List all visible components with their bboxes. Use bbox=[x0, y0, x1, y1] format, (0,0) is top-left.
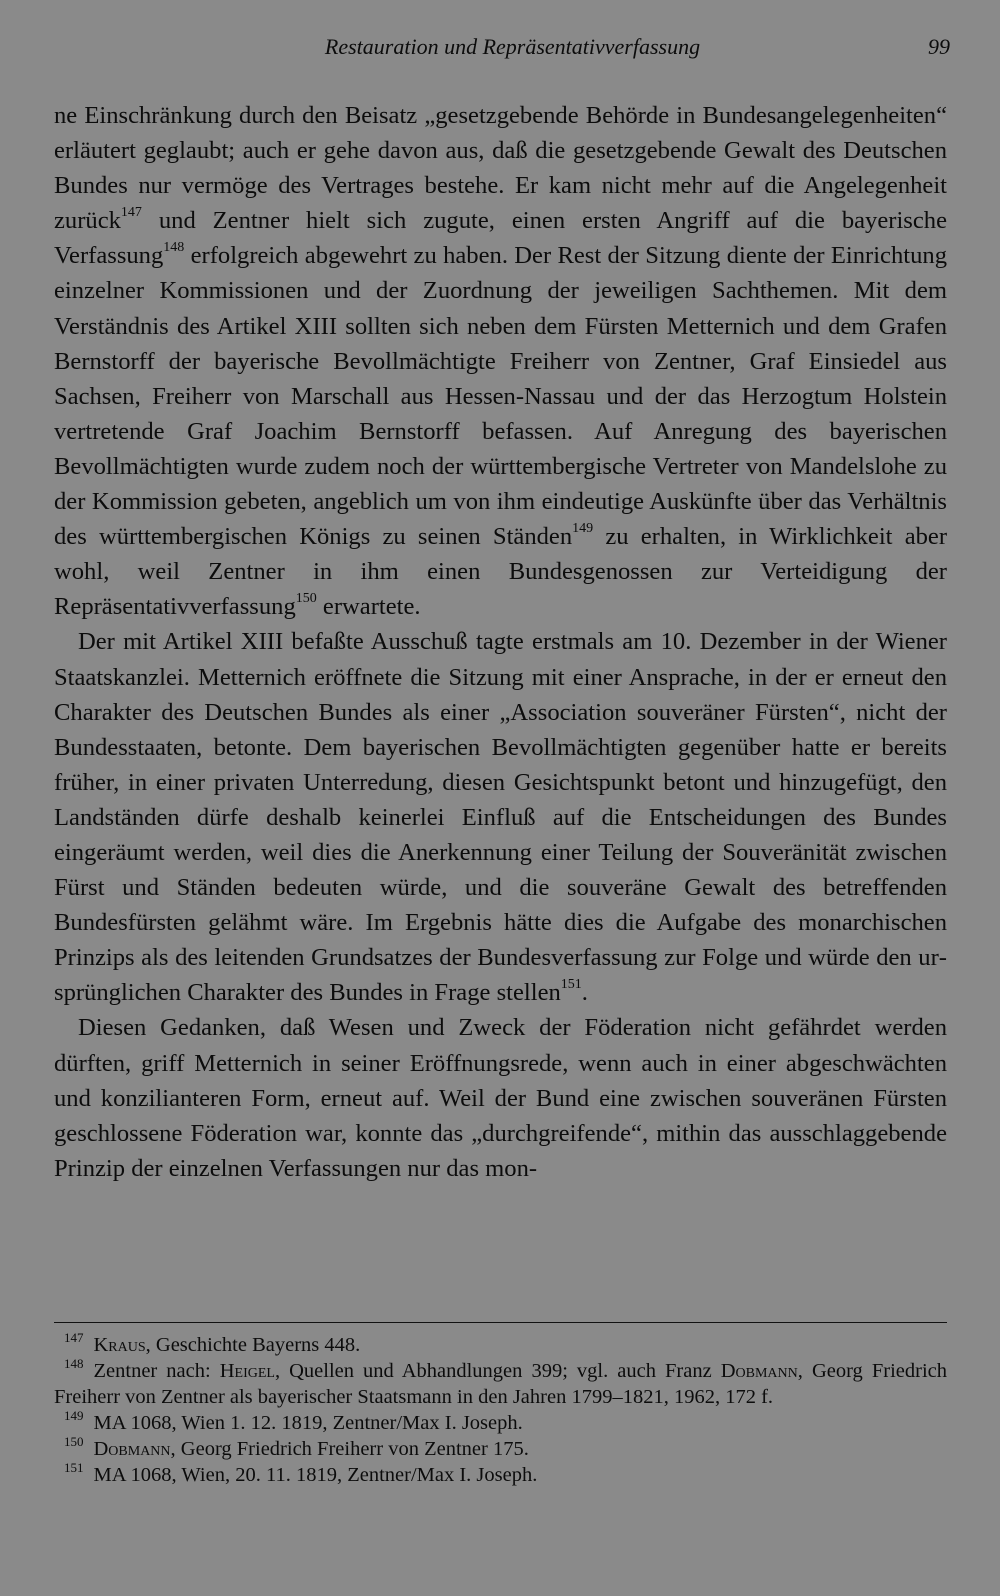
footnotes bbox=[54, 1332, 947, 1488]
footnote: $^{150}$ Dobmann, Georg Friedrich Freiherr von Zentner 175. bbox=[64, 1434, 529, 1460]
footnote-number: 148 bbox=[64, 1356, 84, 1371]
footnote-ref: 150 bbox=[295, 591, 317, 607]
footnote-ref: 151 bbox=[560, 977, 582, 993]
footnote-number: 147 bbox=[64, 1330, 84, 1345]
footnote-number: 151 bbox=[64, 1460, 84, 1475]
footnote: $^{148}$ Zentner nach: Heigel, Quellen und Abhandlungen 399; vgl. auch Franz Dobmann, Georg Friedrich Freiherr von Zentner als bayerischer Staatsmann in den Jahren 1799–1821, 1962, 172 f. bbox=[54, 1356, 947, 1408]
running-title: Restauration und Repräsentativverfassung bbox=[324, 34, 701, 59]
page-number: 99 bbox=[928, 34, 950, 59]
footnote-ref: 148 bbox=[163, 240, 185, 256]
footnote-ref: 149 bbox=[572, 521, 594, 537]
footnote: $^{149}$ MA 1068, Wien 1. 12. 1819, Zentner/Max I. Joseph. bbox=[64, 1408, 523, 1434]
paragraph: Diesen Gedanken, daß Wesen und Zweck der Föderation nicht gefährdet werden dürften, griff Metternich in seiner Eröffnungsrede, wenn auch in einer abgeschwächten und konzilianteren Form, erneut auf. Weil der Bund eine zwischen souveränen Fürsten geschlossene Föderation war, konnte das „durchgreifende“, mithin das ausschlaggebende Prinzip der einzelnen Verfassungen nur das mon- bbox=[54, 1014, 947, 1182]
paragraph: ne Einschränkung durch den Beisatz „gesetzgebende Behörde in Bundesangelegenheiten“ erläutert geglaubt; auch er gehe davon aus, daß die gesetzgebende Gewalt des Deutschen Bundes nur vermöge des Vertrages bestehe. Er kam nicht mehr auf die Angelegenheit zurück$^{147}$ und Zentner hielt sich zugute, einen ersten Angriff auf die bayerische Verfassung$^{148}$ erfolgreich abgewehrt zu haben. Der Rest der Sitzung diente der Einrichtung einzelner Kommissionen und der Zuordnung der jeweiligen Sachthemen. Mit dem Verständnis des Artikel XIII sollten sich neben dem Fürsten Metternich und dem Grafen Bernstorff der bayerische Bevollmächtigte Freiherr von Zentner, Graf Einsiedel aus Sachsen, Freiherr von Marschall aus Hessen-Nassau und der das Herzogtum Holstein vertretende Graf Joachim Bernstorff befassen. Auf Anregung des bayerischen Bevollmächtigten wurde zudem noch der württembergische Vertreter von Mandelslohe zu der Kommission gebeten, angeblich um von ihm eindeutige Auskünfte über das Verhältnis des württembergischen Königs zu seinen Ständen$^{149}$ zu erhalten, in Wirklichkeit aber wohl, weil Zentner in ihm einen Bundesgenossen zur Verteidigung der Repräsentativverfassung$^{150}$ erwartete. bbox=[54, 102, 948, 621]
footnote-number: 150 bbox=[64, 1434, 84, 1449]
footnote-divider bbox=[54, 1322, 947, 1323]
footnote-number: 149 bbox=[64, 1408, 84, 1423]
footnote: $^{147}$ Kraus, Geschichte Bayerns 448. bbox=[64, 1330, 361, 1356]
page-header bbox=[55, 34, 950, 64]
footnote: $^{151}$ MA 1068, Wien, 20. 11. 1819, Zentner/Max I. Joseph. bbox=[64, 1460, 538, 1486]
footnote-ref: 147 bbox=[120, 205, 142, 221]
paragraph: Der mit Artikel XIII befaßte Ausschuß tagte erstmals am 10. Dezember in der Wiener Staatskanzlei. Metternich eröffnete die Sitzung mit einer Ansprache, in der er erneut den Charakter des Deutschen Bundes als einer „Association souveräner Fürsten“, nicht der Bundesstaaten, betonte. Dem bayerischen Bevollmächtigten gegenüber hatte er bereits früher, in einer privaten Unterredung, diesen Gesichtspunkt betont und hinzugefügt, den Landständen dürfe deshalb keinerlei Einfluß auf die Entscheidungen des Bundes eingeräumt werden, weil dies die Anerkennung einer Teilung der Souveränität zwischen Fürst und Ständen bedeuten würde, und die souveräne Gewalt des betreffenden Bundesfürsten gelähmt wäre. Im Ergebnis hätte dies die Aufgabe des monarchischen Prinzips als des leitenden Grundsatzes der Bundesverfassung zur Folge und würde den ursprünglichen Charakter des Bundes in Frage stellen$^{151}$. bbox=[54, 628, 947, 1007]
body-text bbox=[54, 98, 947, 1186]
